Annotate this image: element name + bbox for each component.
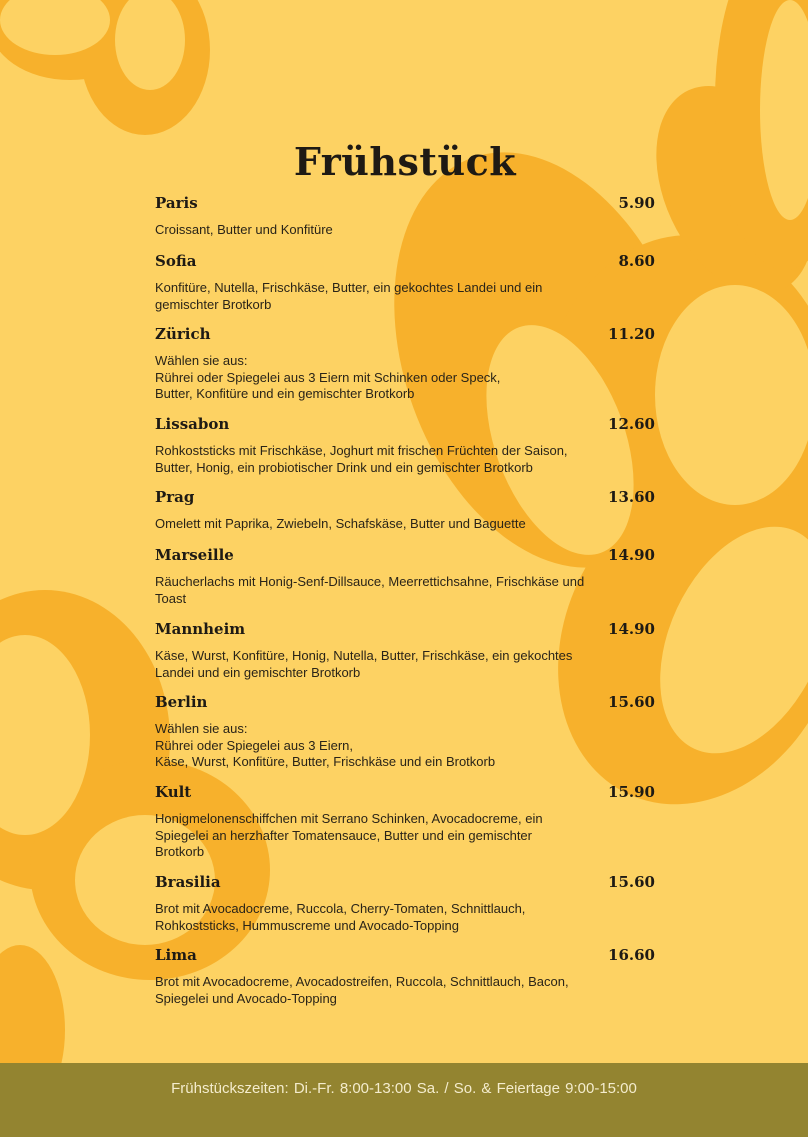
item-name: Berlin bbox=[155, 693, 208, 711]
item-description: Wählen sie aus: Rührei oder Spiegelei aus 3 Eiern mit Schinken oder Speck, Butter, Konfitüre und ein gemischter Brotkorb bbox=[155, 353, 501, 402]
menu-item-header bbox=[155, 325, 655, 345]
footer-bar bbox=[0, 1063, 808, 1137]
menu-item bbox=[155, 620, 655, 681]
menu-item-header bbox=[155, 783, 655, 803]
item-description: Konfitüre, Nutella, Frischkäse, Butter, ein gekochtes Landei und ein gemischter Brotkorb bbox=[155, 280, 543, 312]
item-name: Marseille bbox=[155, 546, 234, 564]
item-description: Käse, Wurst, Konfitüre, Honig, Nutella, Butter, Frischkäse, ein gekochtes Landei und ein gemischter Brotkorb bbox=[155, 648, 573, 680]
menu-item bbox=[155, 415, 655, 476]
menu-item bbox=[155, 783, 655, 861]
menu-item-header bbox=[155, 946, 655, 966]
menu-item bbox=[155, 546, 655, 607]
item-price: 15.90 bbox=[608, 783, 655, 801]
flower-petal-hole bbox=[655, 285, 808, 505]
item-description: Wählen sie aus: Rührei oder Spiegelei aus 3 Eiern, Käse, Wurst, Konfitüre, Butter, Frischkäse und ein Brotkorb bbox=[155, 721, 496, 770]
menu-item bbox=[155, 488, 655, 533]
item-name: Lima bbox=[155, 946, 197, 964]
item-name: Paris bbox=[155, 194, 198, 212]
item-name: Lissabon bbox=[155, 415, 230, 433]
menu-item bbox=[155, 946, 655, 1007]
item-description: Omelett mit Paprika, Zwiebeln, Schafskäse, Butter und Baguette bbox=[155, 516, 526, 531]
item-name: Zürich bbox=[155, 325, 211, 343]
item-description: Brot mit Avocadocreme, Avocadostreifen, Ruccola, Schnittlauch, Bacon, Spiegelei und Avocado-Topping bbox=[155, 974, 569, 1006]
item-name: Prag bbox=[155, 488, 195, 506]
item-price: 8.60 bbox=[618, 252, 655, 270]
item-name: Mannheim bbox=[155, 620, 246, 638]
item-description: Croissant, Butter und Konfitüre bbox=[155, 222, 333, 237]
menu-item-header bbox=[155, 873, 655, 893]
menu-item bbox=[155, 194, 655, 239]
item-name: Brasilia bbox=[155, 873, 221, 891]
item-description: Räucherlachs mit Honig-Senf-Dillsauce, Meerrettichsahne, Frischkäse und Toast bbox=[155, 574, 585, 606]
menu-item-header bbox=[155, 546, 655, 566]
menu-item-header bbox=[155, 620, 655, 640]
item-price: 15.60 bbox=[608, 693, 655, 711]
item-price: 15.60 bbox=[608, 873, 655, 891]
item-price: 16.60 bbox=[608, 946, 655, 964]
menu-item-header bbox=[155, 252, 655, 272]
menu-item bbox=[155, 693, 655, 771]
item-price: 14.90 bbox=[608, 546, 655, 564]
item-price: 11.20 bbox=[608, 325, 655, 343]
menu-item bbox=[155, 252, 655, 313]
item-description: Honigmelonenschiffchen mit Serrano Schinken, Avocadocreme, ein Spiegelei an herzhafter Tomatensauce, Butter und ein gemischter Brotkorb bbox=[155, 811, 543, 860]
item-description: Brot mit Avocadocreme, Ruccola, Cherry-Tomaten, Schnittlauch, Rohkoststicks, Hummuscreme und Avocado-Topping bbox=[155, 901, 526, 933]
menu-item-header bbox=[155, 693, 655, 713]
opening-hours-text: Frühstückszeiten: Di.-Fr. 8:00-13:00 Sa. / So. & Feiertage 9:00-15:00 bbox=[171, 1080, 637, 1097]
menu-item-header bbox=[155, 415, 655, 435]
menu-item-header bbox=[155, 488, 655, 508]
item-price: 13.60 bbox=[608, 488, 655, 506]
menu-item-header bbox=[155, 194, 655, 214]
item-price: 14.90 bbox=[608, 620, 655, 638]
page-title: Frühstück bbox=[293, 139, 517, 184]
item-description: Rohkoststicks mit Frischkäse, Joghurt mit frischen Früchten der Saison, Butter, Honig, ein probiotischer Drink und ein gemischter Brotkorb bbox=[155, 443, 568, 475]
menu-item bbox=[155, 873, 655, 934]
menu-item bbox=[155, 325, 655, 403]
item-name: Sofia bbox=[155, 252, 197, 270]
item-price: 5.90 bbox=[618, 194, 655, 212]
item-price: 12.60 bbox=[608, 415, 655, 433]
item-name: Kult bbox=[155, 783, 192, 801]
